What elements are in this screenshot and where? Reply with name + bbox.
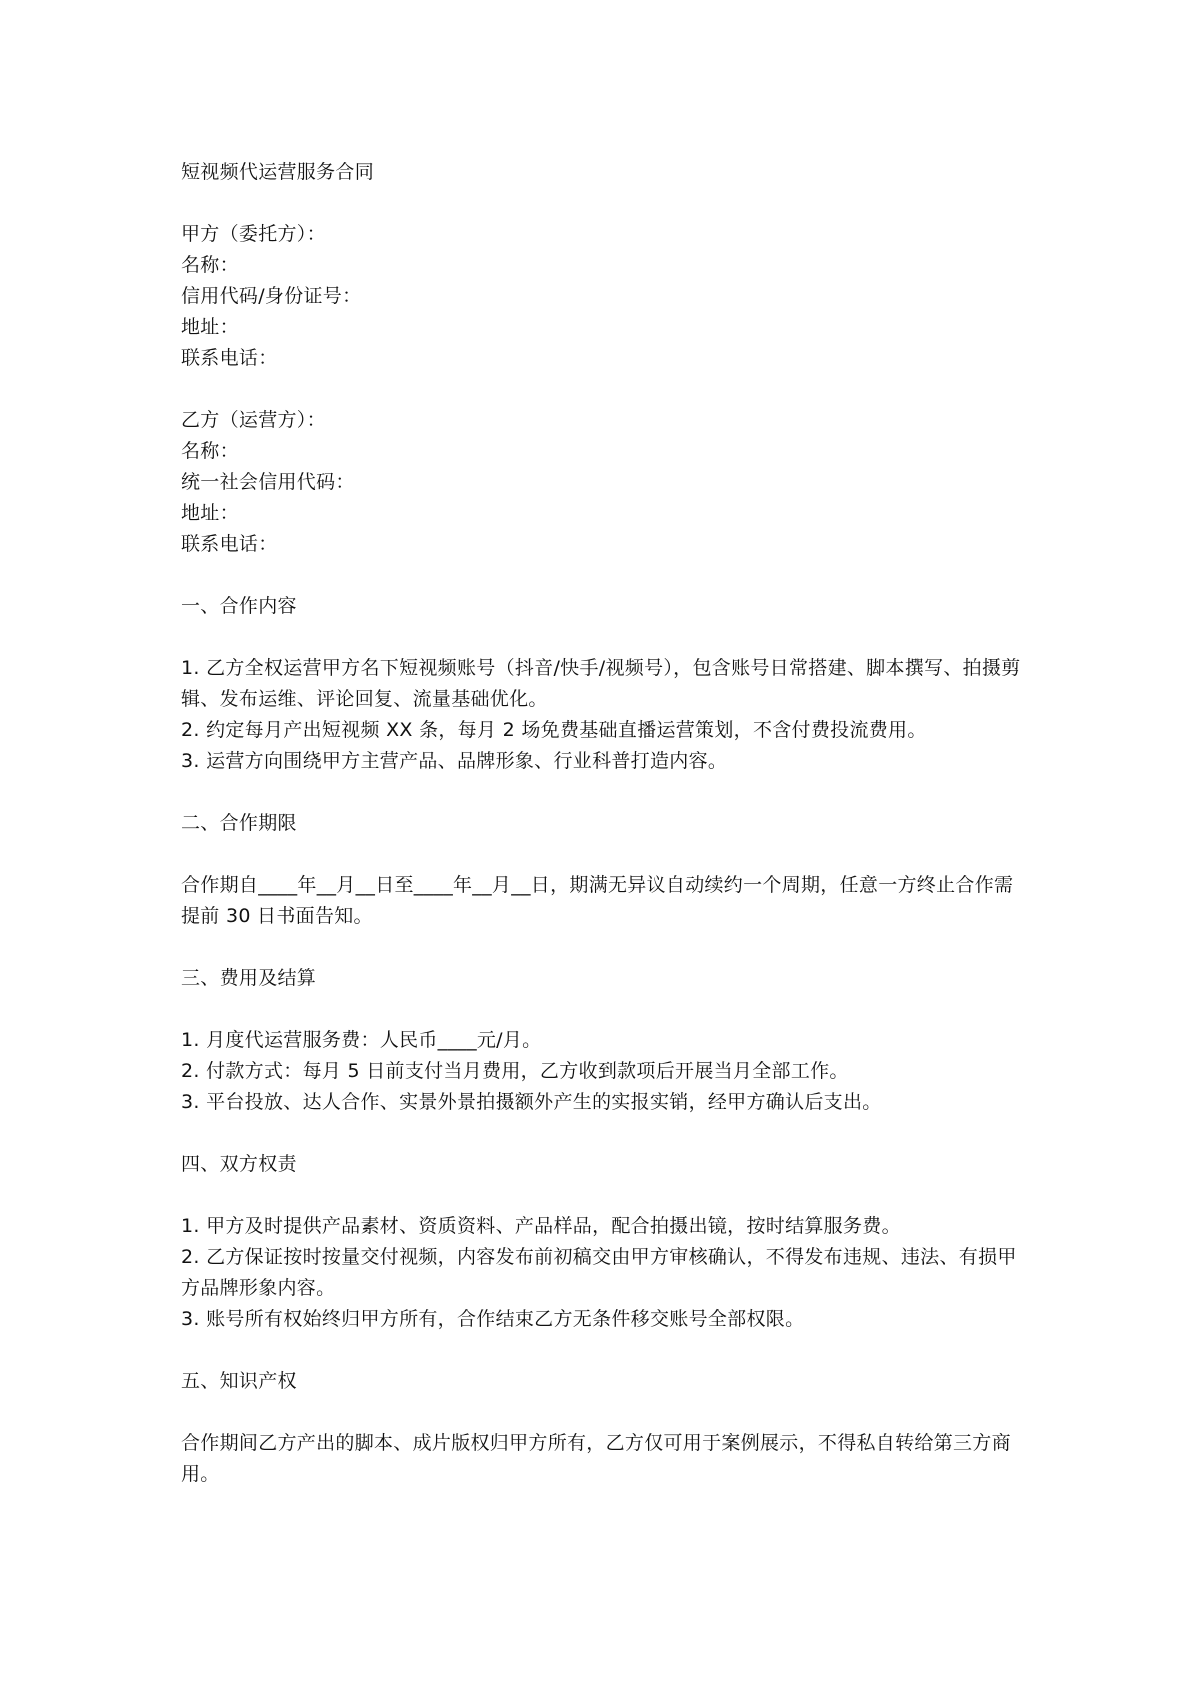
party-a-phone-field: 联系电话： <box>181 347 278 369</box>
section-item: 2. 付款方式：每月 5 日前支付当月费用，乙方收到款项后开展当月全部工作。 <box>181 1060 849 1082</box>
section-item: 2. 约定每月产出短视频 XX 条，每月 2 场免费基础直播运营策划，不含付费投流费用。 <box>181 719 927 741</box>
section-item: 3. 账号所有权始终归甲方所有，合作结束乙方无条件移交账号全部权限。 <box>181 1308 805 1330</box>
section-heading-rights: 四、双方权责 <box>181 1153 297 1175</box>
document-title: 短视频代运营服务合同 <box>181 161 375 183</box>
party-b-phone-field: 联系电话： <box>181 533 278 555</box>
spacer <box>181 932 1021 963</box>
spacer <box>181 777 1021 808</box>
party-b-id-field: 统一社会信用代码： <box>181 471 355 493</box>
section-item: 3. 运营方向围绕甲方主营产品、品牌形象、行业科普打造内容。 <box>181 750 728 772</box>
spacer <box>181 1180 1021 1211</box>
section-item: 3. 平台投放、达人合作、实景外景拍摄额外产生的实报实销，经甲方确认后支出。 <box>181 1091 882 1113</box>
spacer <box>181 1118 1021 1149</box>
party-b-name-field: 名称： <box>181 440 239 462</box>
section-item: 1. 月度代运营服务费：人民币____元/月。 <box>181 1029 542 1051</box>
party-b-header: 乙方（运营方）： <box>181 409 326 431</box>
spacer <box>181 560 1021 591</box>
party-a-address-field: 地址： <box>181 316 239 338</box>
section-paragraph: 合作期间乙方产出的脚本、成片版权归甲方所有，乙方仅可用于案例展示，不得私自转给第三方商用。 <box>181 1432 1011 1485</box>
section-item: 2. 乙方保证按时按量交付视频，内容发布前初稿交由甲方审核确认，不得发布违规、违法、有损甲方品牌形象内容。 <box>181 1246 1017 1299</box>
spacer <box>181 1335 1021 1366</box>
spacer <box>181 1397 1021 1428</box>
party-b-address-field: 地址： <box>181 502 239 524</box>
spacer <box>181 994 1021 1025</box>
section-heading-term: 二、合作期限 <box>181 812 297 834</box>
spacer <box>181 622 1021 653</box>
party-a-name-field: 名称： <box>181 254 239 276</box>
spacer <box>181 374 1021 405</box>
party-a-header: 甲方（委托方）： <box>181 223 326 245</box>
contract-body <box>181 157 1021 1490</box>
section-heading-ip: 五、知识产权 <box>181 1370 297 1392</box>
section-paragraph: 合作期自____年__月__日至____年__月__日，期满无异议自动续约一个周期，任意一方终止合作需提前 30 日书面告知。 <box>181 874 1014 927</box>
section-heading-fees: 三、费用及结算 <box>181 967 317 989</box>
spacer <box>181 839 1021 870</box>
spacer <box>181 188 1021 219</box>
section-item: 1. 甲方及时提供产品素材、资质资料、产品样品，配合拍摄出镜，按时结算服务费。 <box>181 1215 901 1237</box>
party-a-id-field: 信用代码/身份证号： <box>181 285 362 307</box>
section-heading-cooperation: 一、合作内容 <box>181 595 297 617</box>
section-item: 1. 乙方全权运营甲方名下短视频账号（抖音/快手/视频号），包含账号日常搭建、脚本撰写、拍摄剪辑、发布运维、评论回复、流量基础优化。 <box>181 657 1021 710</box>
